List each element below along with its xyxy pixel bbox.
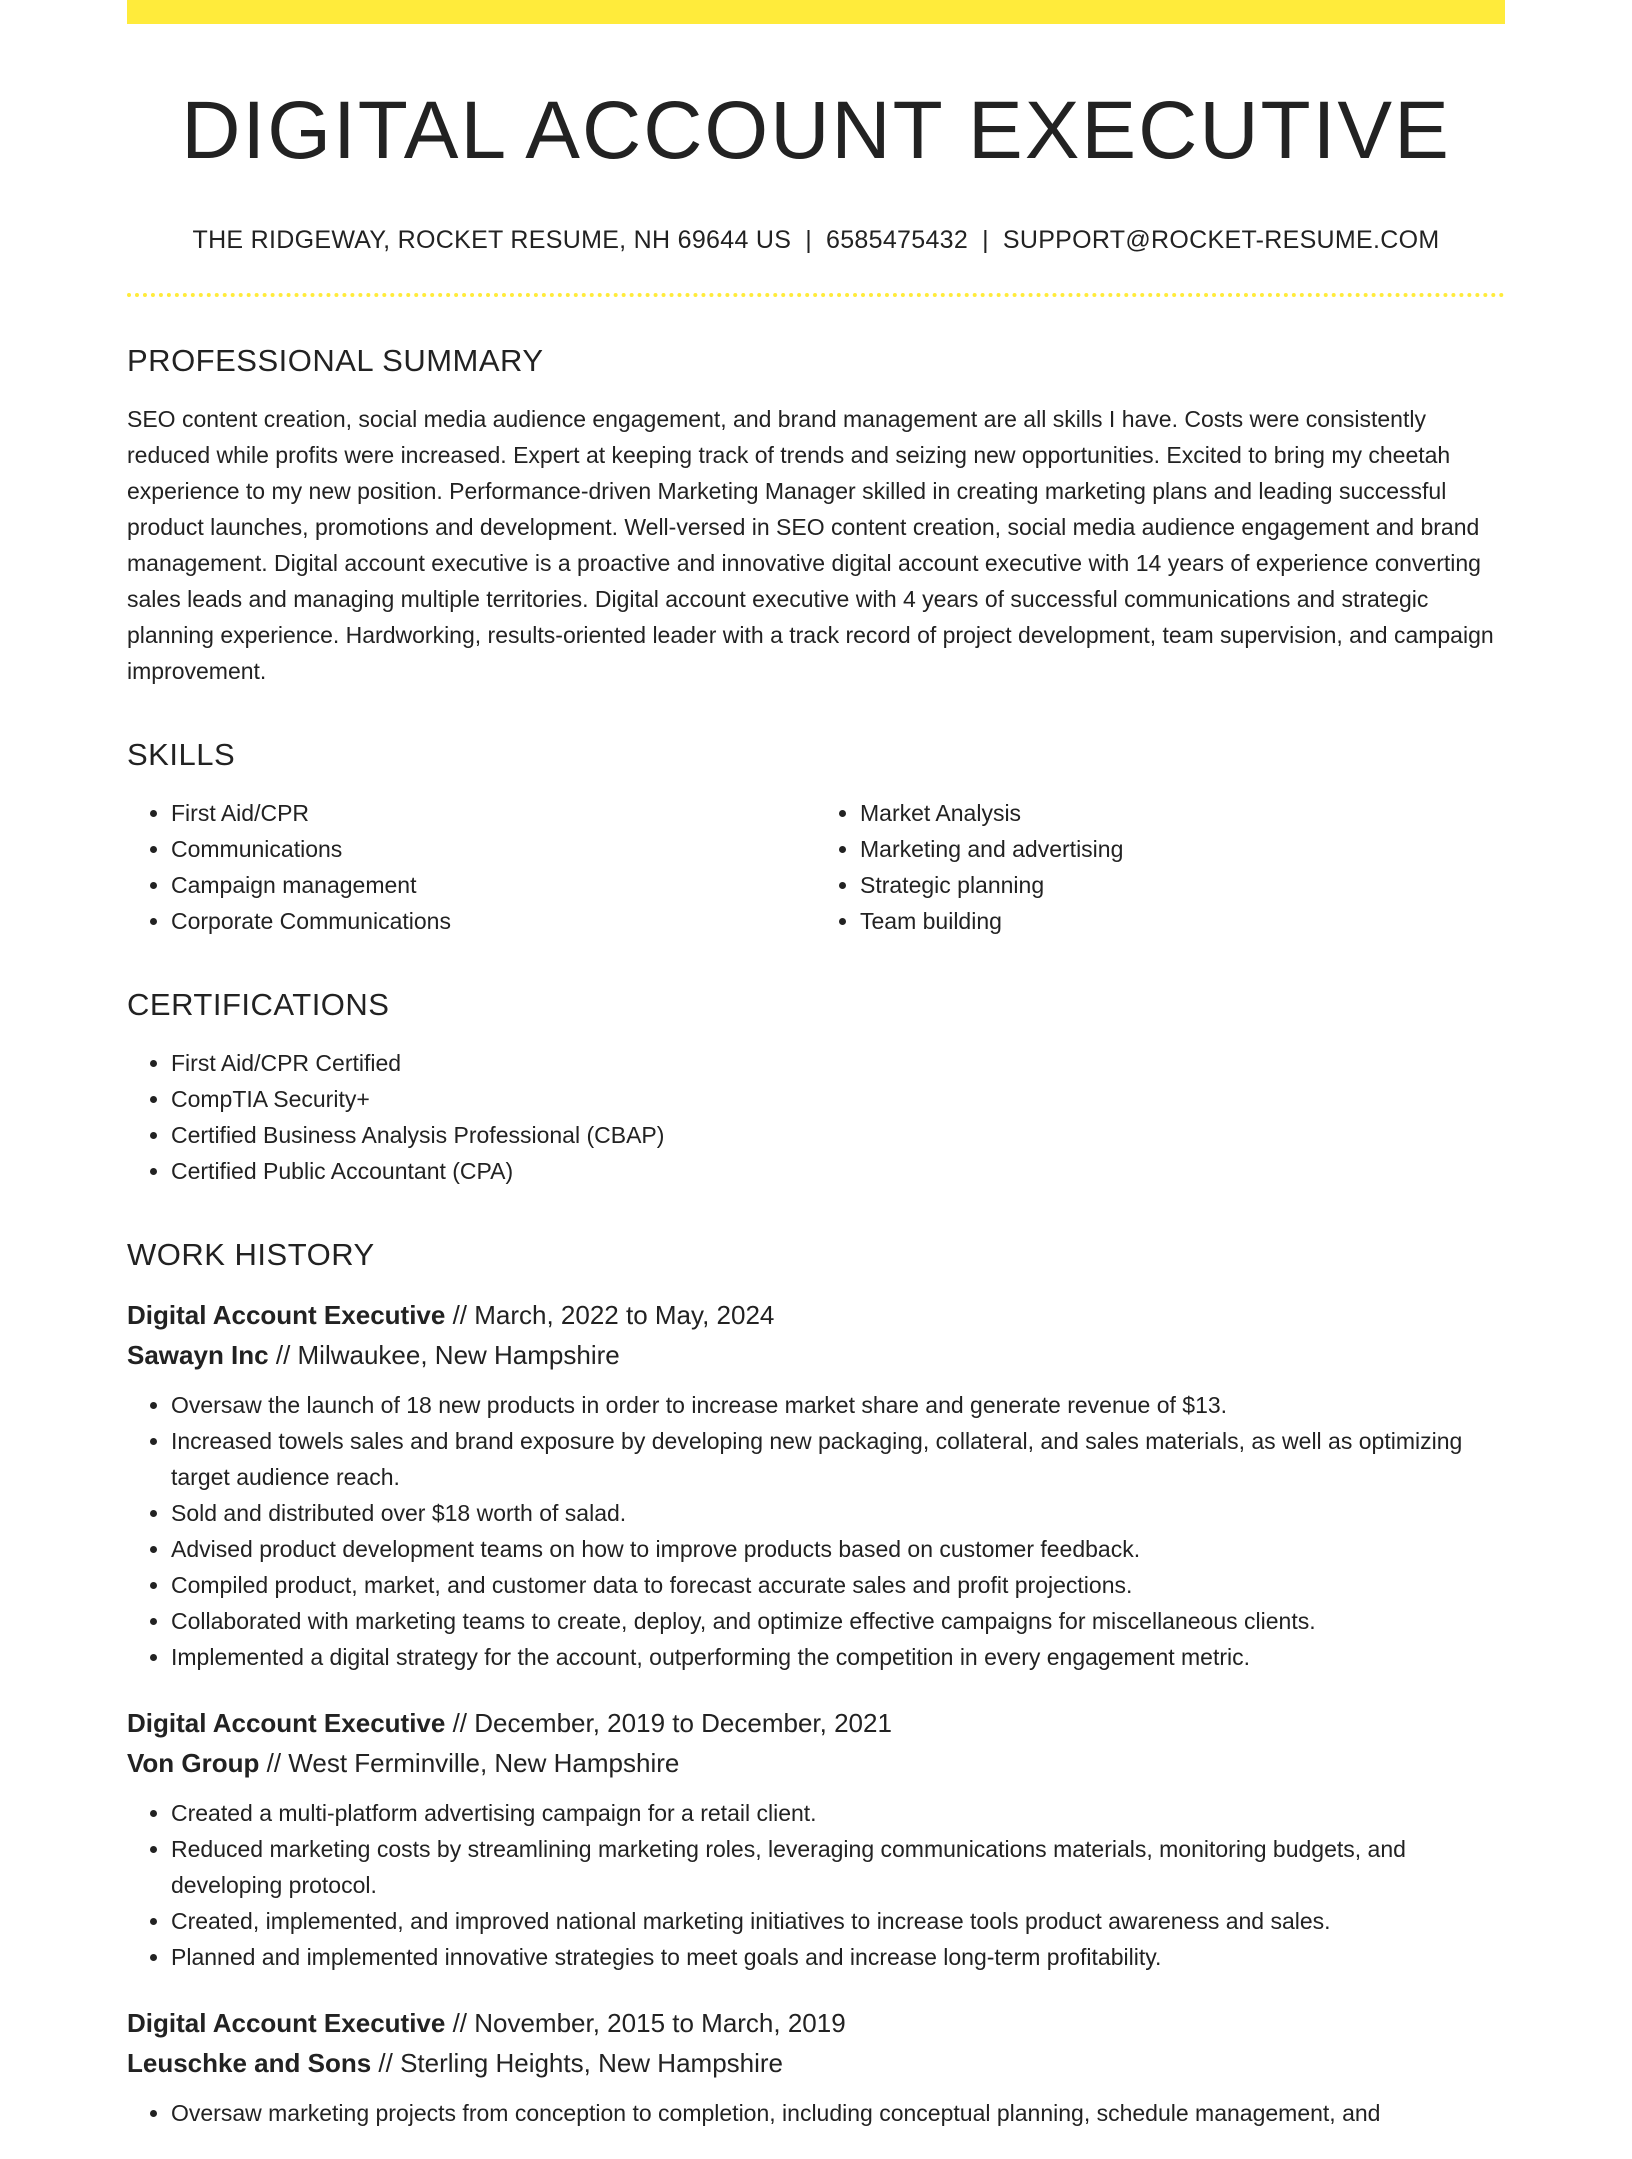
job-company: Von Group: [127, 1748, 260, 1779]
job-bullet: • Sold and distributed over $18 worth of salad.: [171, 1495, 1505, 1531]
job-dates: // March, 2022 to May, 2024: [445, 1300, 775, 1331]
job-dates: // December, 2019 to December, 2021: [445, 1708, 892, 1739]
summary-heading: PROFESSIONAL SUMMARY: [127, 343, 544, 379]
skills-list-left: [127, 795, 816, 939]
job-company: Sawayn Inc: [127, 1340, 269, 1371]
job-dates: // November, 2015 to March, 2019: [445, 2008, 846, 2039]
job-bullet: • Reduced marketing costs by streamlining marketing roles, leveraging communications materials, monitoring budgets, and developing protocol.: [171, 1831, 1505, 1903]
header-accent-bar: [127, 0, 1505, 24]
job-bullet: • Planned and implemented innovative strategies to meet goals and increase long-term profitability.: [171, 1939, 1505, 1975]
job-bullet: • Oversaw the launch of 18 new products in order to increase market share and generate revenue of $13.: [171, 1387, 1505, 1423]
skill-item: • Communications: [171, 831, 816, 867]
certification-item: • Certified Public Accountant (CPA): [171, 1153, 1505, 1189]
job-bullets: [127, 2095, 1505, 2131]
job-location: // Milwaukee, New Hampshire: [268, 1340, 620, 1371]
job-bullet: • Increased towels sales and brand exposure by developing new packaging, collateral, and sales materials, as well as optimizing target audience reach.: [171, 1423, 1505, 1495]
job-company: Leuschke and Sons: [127, 2048, 372, 2079]
job-company-line: [127, 1335, 1505, 1375]
work-history-heading: WORK HISTORY: [127, 1237, 375, 1273]
resume-page: [127, 0, 1505, 2159]
certification-item: • First Aid/CPR Certified: [171, 1045, 1505, 1081]
skills-list-right: [816, 795, 1505, 939]
page-title: DIGITAL ACCOUNT EXECUTIVE: [181, 85, 1451, 176]
job-entry: [127, 2003, 1505, 2131]
job-title: Digital Account Executive: [127, 1300, 446, 1331]
skills-heading: SKILLS: [127, 737, 236, 773]
job-bullet: • Collaborated with marketing teams to create, deploy, and optimize effective campaigns for miscellaneous clients.: [171, 1603, 1505, 1639]
job-bullets: [127, 1387, 1505, 1675]
contact-separator: |: [805, 226, 813, 255]
contact-address: THE RIDGEWAY, ROCKET RESUME, NH 69644 US: [192, 226, 792, 255]
skill-item: • Team building: [860, 903, 1505, 939]
job-bullet: • Created, implemented, and improved national marketing initiatives to increase tools product awareness and sales.: [171, 1903, 1505, 1939]
skill-item: • Market Analysis: [860, 795, 1505, 831]
skill-item: • Campaign management: [171, 867, 816, 903]
skill-item: • Corporate Communications: [171, 903, 816, 939]
certifications-list: [127, 1045, 1505, 1189]
skill-item: • First Aid/CPR: [171, 795, 816, 831]
job-entry: [127, 1295, 1505, 1675]
certification-item: • Certified Business Analysis Professional (CBAP): [171, 1117, 1505, 1153]
summary-text: SEO content creation, social media audience engagement, and brand management are all skills I have. Costs were consistently reduced while profits were increased. Expert at keeping track of trends and seizing new opportunities. Excited to bring my cheetah experience to my new position. Performance-driven Marketing Manager skilled in creating marketing plans and leading successful product launches, promotions and development. Well-versed in SEO content creation, social media audience engagement and brand management. Digital account executive is a proactive and innovative digital account executive with 14 years of experience converting sales leads and managing multiple territories. Digital account executive with 4 years of successful communications and strategic planning experience. Hardworking, results-oriented leader with a track record of project development, team supervision, and campaign improvement.: [127, 406, 1494, 685]
job-company-line: [127, 2043, 1505, 2083]
certifications-heading: CERTIFICATIONS: [127, 987, 390, 1023]
contact-phone: 6585475432: [826, 226, 969, 255]
certification-item: • CompTIA Security+: [171, 1081, 1505, 1117]
job-bullet: • Advised product development teams on how to improve products based on customer feedback.: [171, 1531, 1505, 1567]
job-location: // West Ferminville, New Hampshire: [259, 1748, 680, 1779]
job-entry: [127, 1703, 1505, 1975]
contact-separator: |: [982, 226, 989, 255]
job-title: Digital Account Executive: [127, 2008, 446, 2039]
dotted-divider: [127, 293, 1505, 297]
job-title: Digital Account Executive: [127, 1708, 446, 1739]
skill-item: • Strategic planning: [860, 867, 1505, 903]
job-bullet: • Compiled product, market, and customer data to forecast accurate sales and profit projections.: [171, 1567, 1505, 1603]
contact-line: [127, 226, 1505, 255]
contact-email: SUPPORT@ROCKET-RESUME.COM: [1002, 226, 1440, 255]
job-bullet: • Created a multi-platform advertising campaign for a retail client.: [171, 1795, 1505, 1831]
skill-item: • Marketing and advertising: [860, 831, 1505, 867]
job-bullets: [127, 1795, 1505, 1975]
job-bullet: • Oversaw marketing projects from conception to completion, including conceptual planning, schedule management, and: [171, 2095, 1505, 2131]
job-company-line: [127, 1743, 1505, 1783]
skills-grid: [127, 795, 1505, 939]
job-title-line: [127, 1703, 1505, 1743]
job-bullet: • Implemented a digital strategy for the account, outperforming the competition in every engagement metric.: [171, 1639, 1505, 1675]
job-title-line: [127, 1295, 1505, 1335]
job-title-line: [127, 2003, 1505, 2043]
job-location: // Sterling Heights, New Hampshire: [371, 2048, 784, 2079]
